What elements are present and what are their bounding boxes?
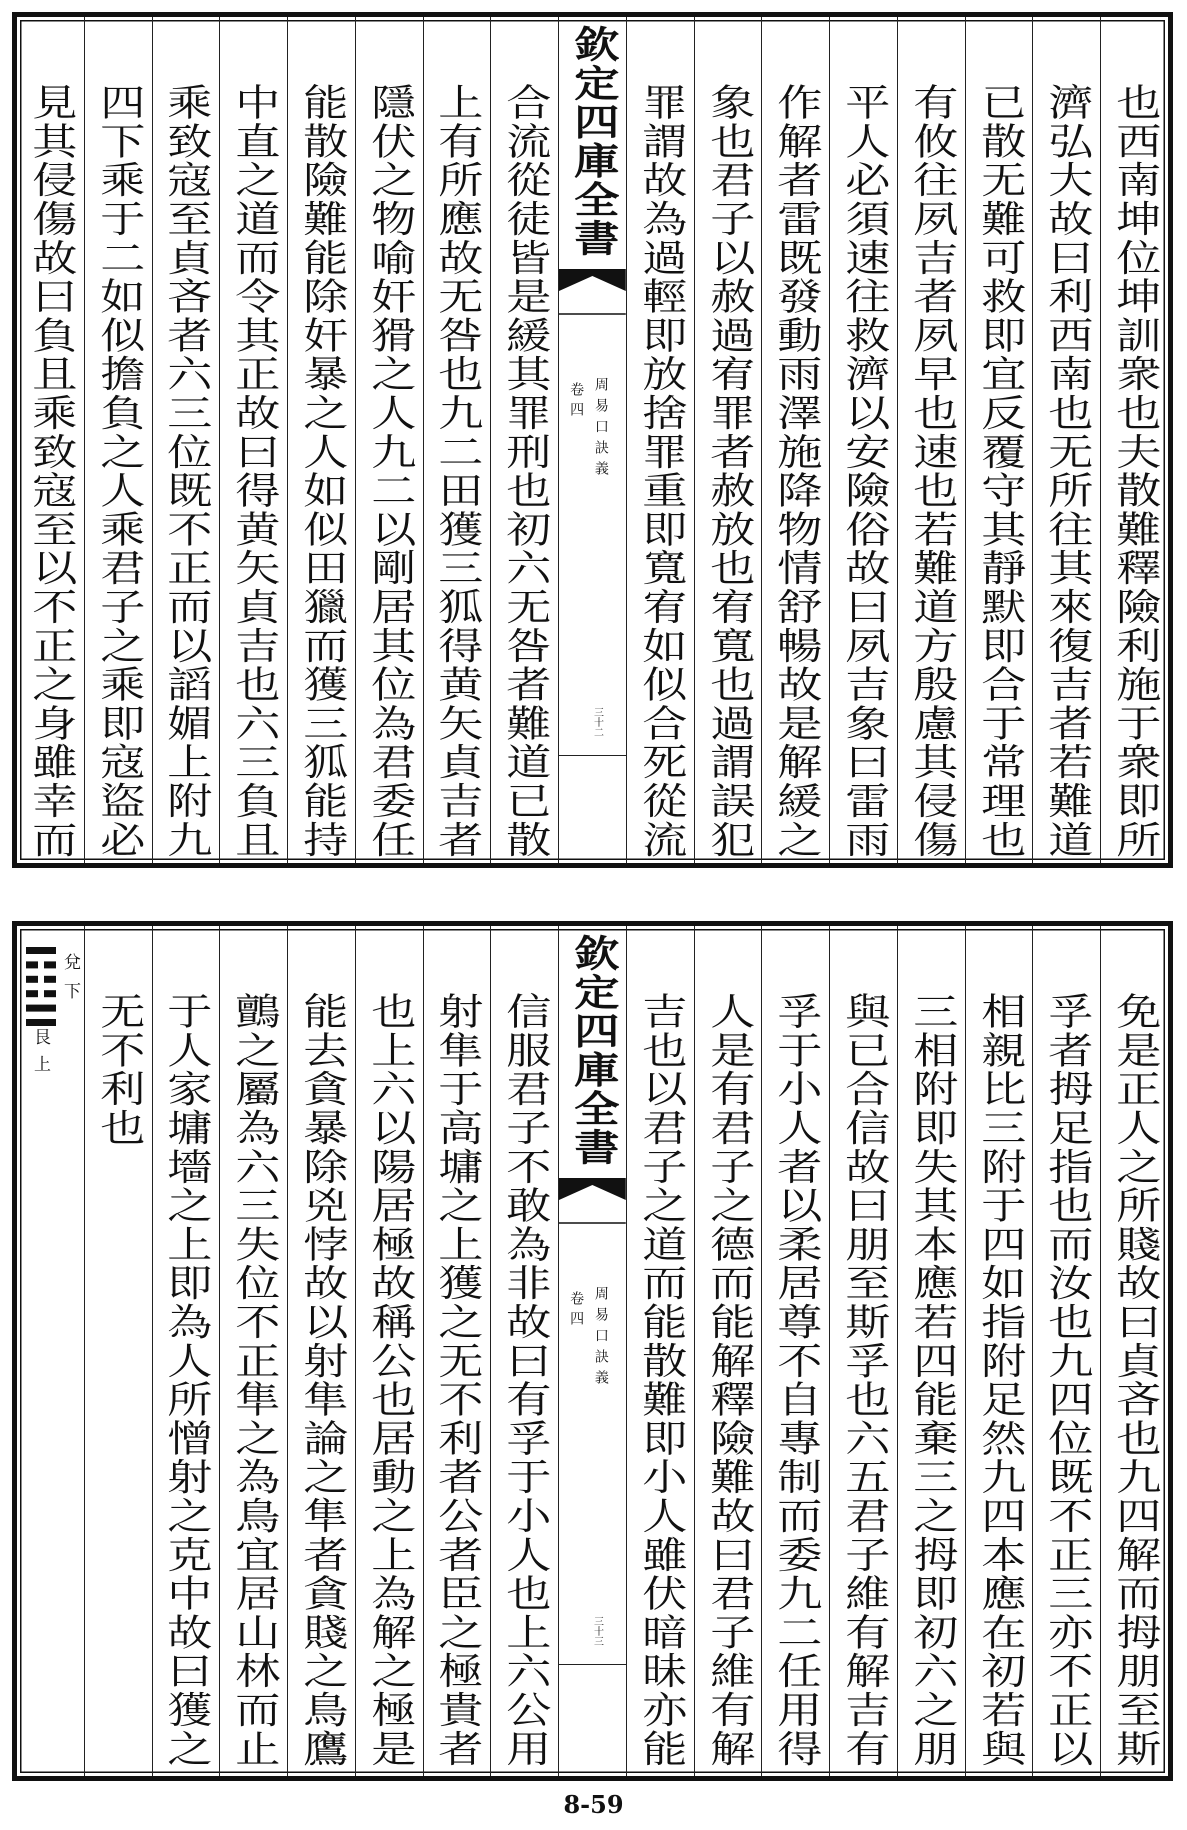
hexagram-column xyxy=(17,926,84,1776)
column-text: 濟弘大故曰利西南也无所往其來復吉者若難道 xyxy=(1040,83,1094,859)
column-text: 隱伏之物喻奸猾之人九二以剛居其位為君委任 xyxy=(362,83,416,859)
column-text: 象也君子以赦過宥罪者赦放也宥寬也過謂誤犯 xyxy=(701,83,755,859)
text-column xyxy=(17,17,84,863)
text-column xyxy=(152,926,220,1776)
bottom-leaf-panel xyxy=(12,921,1173,1781)
text-column xyxy=(1032,17,1100,863)
column-text: 能散險難能除奸暴之人如似田獵而獲三狐能持 xyxy=(295,83,348,859)
column-text: 也上六以陽居極故稱公也居動之上為解之極是 xyxy=(362,992,416,1768)
column-text: 人是有君子之德而能解釋險難故曰君子維有解 xyxy=(701,992,755,1768)
page-label: 8-59 xyxy=(563,1790,624,1819)
volume-label: 卷四 xyxy=(568,1291,585,1331)
column-text: 无不利也 xyxy=(91,992,145,1148)
text-column xyxy=(355,926,423,1776)
text-column xyxy=(287,17,355,863)
text-column xyxy=(694,926,762,1776)
column-text: 免是正人之所賤故曰貞吝也九四解而拇朋至斯 xyxy=(1108,992,1161,1768)
column-text: 見其侵傷故曰負且乘致寇至以不正之身雖幸而 xyxy=(24,83,77,859)
hexagram-line xyxy=(26,1019,56,1026)
text-column xyxy=(84,926,152,1776)
text-column xyxy=(897,17,965,863)
column-text: 中直之道而令其正故曰得黄矢貞吉也六三負且 xyxy=(227,83,280,859)
volume-label: 卷四 xyxy=(568,382,585,422)
column-text: 孚者拇足指也而汝也九四位既不正三亦不正以 xyxy=(1040,992,1094,1768)
text-column xyxy=(761,17,829,863)
column-text: 吉也以君子之道而能散難即小人雖伏暗昧亦能 xyxy=(634,992,687,1768)
text-column xyxy=(626,926,694,1776)
text-column xyxy=(287,926,355,1776)
hexagram-line xyxy=(44,976,56,983)
fish-tail-ornament xyxy=(559,269,626,317)
block-center-column xyxy=(558,926,626,1776)
column-text: 于人家墉墻之上即為人所憎射之克中故曰獲之 xyxy=(159,992,213,1768)
text-column xyxy=(761,926,829,1776)
text-column xyxy=(965,926,1033,1776)
hexagram-line xyxy=(26,990,38,997)
text-column xyxy=(219,926,287,1776)
lower-trigram-label: 兌下 xyxy=(59,953,80,1011)
hexagram-icon xyxy=(26,947,56,1026)
series-title: 欽定四庫全書 xyxy=(566,25,620,258)
column-text: 合流從徒皆是緩其罪刑也初六无咎者難道已散 xyxy=(498,83,551,859)
column-text: 信服君子不敢為非故曰有孚于小人也上六公用 xyxy=(498,992,551,1768)
text-column xyxy=(490,926,558,1776)
center-rule xyxy=(559,1664,626,1665)
text-column xyxy=(490,17,558,863)
text-column xyxy=(694,17,762,863)
hexagram-line xyxy=(44,990,56,997)
hexagram-line xyxy=(26,961,38,968)
column-text: 乘致寇至貞吝者六三位既不正而以謟媚上附九 xyxy=(159,83,213,859)
text-column xyxy=(897,926,965,1776)
text-column xyxy=(829,17,897,863)
column-text: 有攸往夙吉者夙早也速也若難道方殷慮其侵傷 xyxy=(905,83,958,859)
center-rule xyxy=(559,755,626,756)
text-column xyxy=(829,926,897,1776)
column-text: 也西南坤位坤訓衆也夫散難釋險利施于衆即所 xyxy=(1108,83,1161,859)
column-text: 能去貪暴除兇悖故以射隼論之隼者貪賤之鳥鷹 xyxy=(295,992,348,1768)
block-center-column xyxy=(558,17,626,863)
column-text: 孚于小人者以柔居尊不自專制而委九二任用得 xyxy=(769,992,823,1768)
book-title: 周易口訣義 xyxy=(592,377,609,482)
hexagram-line xyxy=(44,961,56,968)
column-text: 罪謂故為過輕即放捨罪重即寬宥如似合死從流 xyxy=(634,83,687,859)
hexagram-line xyxy=(26,976,38,983)
top-leaf-panel xyxy=(12,12,1173,868)
text-column xyxy=(219,17,287,863)
text-column xyxy=(1100,926,1168,1776)
text-column xyxy=(626,17,694,863)
column-text: 平人必須速往救濟以安險俗故曰夙吉象曰雷雨 xyxy=(837,83,890,859)
text-column xyxy=(423,17,491,863)
column-text: 三相附即失其本應若四能棄三之拇即初六之朋 xyxy=(905,992,958,1768)
book-title: 周易口訣義 xyxy=(592,1286,609,1391)
hexagram-line xyxy=(26,947,56,954)
text-column xyxy=(152,17,220,863)
text-column xyxy=(1100,17,1168,863)
column-text: 作解者雷既發動雨澤施降物情舒暢故是解緩之 xyxy=(769,83,823,859)
column-text: 相親比三附于四如指附足然九四本應在初若與 xyxy=(972,992,1026,1768)
text-column xyxy=(423,926,491,1776)
column-text: 與已合信故曰朋至斯孚也六五君子維有解吉有 xyxy=(837,992,890,1768)
fish-tail-ornament xyxy=(559,1178,626,1226)
upper-trigram-label: 艮上 xyxy=(29,1028,50,1082)
leaf-number: 三十三 xyxy=(591,1616,603,1646)
text-column xyxy=(355,17,423,863)
leaf-number: 三十二 xyxy=(591,707,603,737)
column-text: 已散无難可救即宜反覆守其靜默即合于常理也 xyxy=(972,83,1026,859)
column-text: 上有所應故无咎也九二田獲三狐得黄矢貞吉者 xyxy=(430,83,484,859)
text-column xyxy=(965,17,1033,863)
column-text: 鸇之屬為六三失位不正隼之為鳥宜居山林而止 xyxy=(227,992,280,1768)
series-title: 欽定四庫全書 xyxy=(566,934,620,1167)
text-column xyxy=(84,17,152,863)
column-text: 射隼于高墉之上獲之无不利者公者臣之極貴者 xyxy=(430,992,484,1768)
column-text: 四下乘于二如似擔負之人乘君子之乘即寇盜必 xyxy=(91,83,145,859)
hexagram-line xyxy=(26,1005,56,1012)
text-column xyxy=(1032,926,1100,1776)
